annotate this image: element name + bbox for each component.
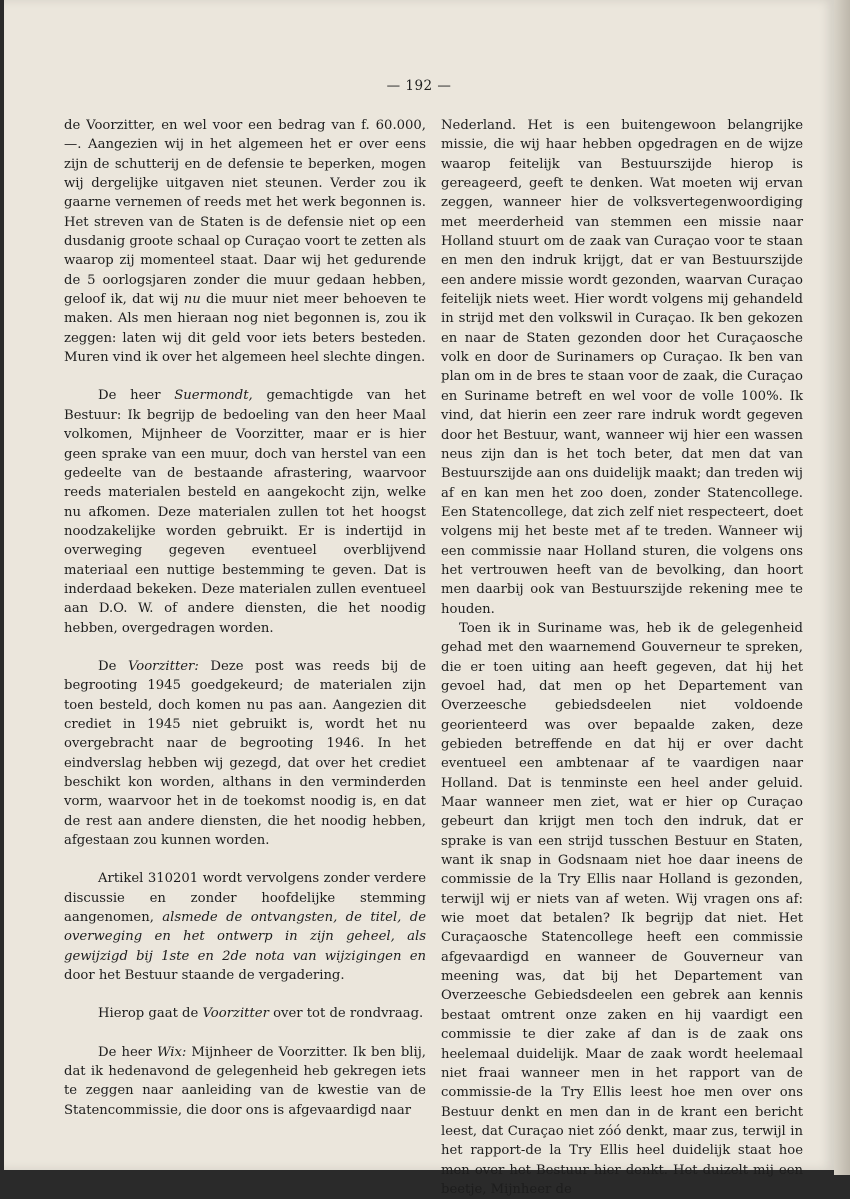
emphasis-text: alsmede de ontvangsten, de titel, de overweging en het ontwerp in zijn geheel, als gewijzigd bij 1ste en 2de nota van wijzigingen en <box>64 910 426 964</box>
page-edge <box>834 0 850 1175</box>
paragraph <box>64 657 426 850</box>
right-column <box>441 116 803 1199</box>
paragraph-text: De <box>98 658 128 674</box>
speaker-name: Wix: <box>156 1044 187 1060</box>
speaker-name: Voorzitter <box>202 1006 269 1022</box>
paragraph-text: Mijnheer de Voorzitter. Ik ben blij, dat ik hedenavond de gelegenheid heb gekregen iets te zeggen naar aanleiding van de kwestie van de Statencommissie, die door ons is afgevaardigd naar <box>64 1044 426 1118</box>
paragraph-text: over tot de rondvraag. <box>268 1006 424 1022</box>
paragraph-text: die muur niet meer behoeven te maken. Als men hieraan nog niet begonnen is, zou ik zeggen: laten wij dit geld voor iets beters besteden. Muren vind ik over het algemeen heel slechte dingen. <box>64 292 426 366</box>
emphasis-text: nu <box>183 292 201 308</box>
paragraph-text: Artikel 310201 wordt vervolgens zonder verdere discussie en zonder hoofdelijke stemming aangenomen, <box>64 871 426 926</box>
paragraph-text: Deze post was reeds bij de begrooting 1945 goedgekeurd; de materialen zijn toen besteld, doch komen nu pas aan. Aangezien dit crediet in 1945 niet gebruikt is, wordt het nu overgebracht naar de begrooting 1946. In het eindverslag hebben wij gezegd, dat over het crediet beschikt kon worden, althans in den verminderden vorm, waarvoor het in de toekomst noodig is, en dat de rest aan andere diensten, die het noodig hebben, afgestaan zou kunnen worden. <box>64 658 426 849</box>
left-column <box>64 116 426 1120</box>
speaker-name: Voorzitter: <box>127 658 199 674</box>
page-number: — 192 — <box>386 78 452 94</box>
paragraph <box>64 386 426 637</box>
paragraph <box>64 116 426 367</box>
paragraph-text: De heer <box>98 1044 157 1060</box>
paragraph-text: De heer <box>98 388 175 404</box>
document-page <box>4 0 834 1197</box>
paragraph <box>64 869 426 985</box>
speaker-name: Suermondt, <box>174 388 253 404</box>
paragraph: Toen ik in Suriname was, heb ik de gelegenheid gehad met den waarnemend Gouverneur te spreken, die er toen uiting aan heeft gegeven, dat hij het gevoel had, dat men op het Departement van Overzeesche gebiedsdeelen niet voldoende georienteerd was over bepaalde zaken, deze gebieden betreffende en dat hij er over dacht eventueel een ambtenaar af te vaardigen naar Holland. Dat is tenminste een heel ander geluid. Maar wanneer men ziet, wat er hier op Curaçao gebeurt dan krijgt men toch den indruk, dat er sprake is van een strijd tusschen Bestuur en Staten, want ik snap in Godsnaam niet hoe daar ineens de commissie de la Try Ellis naar Holland is gezonden, terwijl wij er niets van af weten. Wij vragen ons af: wie moet dat betalen? Ik begrijp dat niet. Het Curaçaosche Statencollege heeft een commissie afgevaardigd en wanneer de Gouverneur van meening was, dat bij het Departement van Overzeesche Gebiedsdeelen een gebrek aan kennis bestaat omtrent onze zaken en hij vaardigt een commissie te dier zake af dan is de zaak ons heelemaal duidelijk. Maar de zaak wordt heelemaal niet fraai wanneer men in het rapport van de commissie-de la Try Ellis leest hoe men over ons Bestuur denkt en men dan in de krant een bericht leest, dat Curaçao niet zóó denkt, maar zus, terwijl in het rapport-de la Try Ellis heel duidelijk staat hoe men over het Bestuur hier denkt. Het duizelt mij een beetje, Mijnheer de <box>441 620 803 1197</box>
paragraph-text: gemachtigde van het Bestuur: Ik begrijp de bedoeling van den heer Maal volkomen, Mijnheer de Voorzitter, maar er is hier geen sprake van een muur, doch van herstel van een gedeelte van de bestaande afrastering, waarvoor reeds materialen besteld en aangekocht zijn, welke nu afkomen. Deze materialen zullen tot het hoogst noodzakelijke worden gebruikt. Er is indertijd in overweging gegeven eventueel overblijvend materiaal een nuttige bestemming te geven. Dat is inderdaad bekeken. Deze materialen zullen eventueel aan D.O. W. of andere diensten, die het noodig hebben, overgedragen worden. <box>64 388 426 636</box>
paragraph: Nederland. Het is een buitengewoon belangrijke missie, die wij haar hebben opgedragen en de wijze waarop feitelijk van Bestuurszijde hierop is gereageerd, geeft te denken. Wat moeten wij ervan zeggen, wanneer hier de volksvertegenwoordiging met meerderheid van stemmen een missie naar Holland stuurt om de zaak van Curaçao voor te staan en men den indruk krijgt, dat er van Bestuurszijde een andere missie wordt gezonden, waarvan Curaçao feitelijk niets weet. Hier wordt volgens mij gehandeld in strijd met den volkswil in Curaçao. Ik ben gekozen en naar de Staten gezonden door het Curaçaosche volk en door de Surinamers op Curaçao. Ik ben van plan om in de bres te staan voor de zaak, die Curaçao en Suriname betreft en wel voor de volle 100%. Ik vind, dat hierin een zeer rare indruk wordt gegeven door het Bestuur, want, wanneer wij hier een wassen neus zijn dan is het toch beter, dat men dat van Bestuurszijde aan ons duidelijk maakt; dan treden wij af en kan men het zoo doen, zonder Statencollege. Een Statencollege, dat zich zelf niet respecteert, doet volgens mij het beste met af te treden. Wanneer wij een commissie naar Holland sturen, die volgens ons het vertrouwen heeft van de bevolking, dan hoort men daarbij ook van Bestuurszijde rekening mee te houden. <box>441 118 803 617</box>
paragraph <box>64 1004 426 1023</box>
paragraph <box>64 1043 426 1120</box>
paragraph-text: door het Bestuur staande de vergadering. <box>64 968 345 984</box>
paragraph-text: Hierop gaat de <box>98 1006 203 1022</box>
paragraph-text: de Voorzitter, en wel voor een bedrag van f. 60.000,—. Aangezien wij in het algemeen het er over eens zijn de schutterij en de defensie te beperken, mogen wij dergelijke uitgaven niet steunen. Verder zou ik gaarne vernemen of reeds met het werk begonnen is. Het streven van de Staten is de defensie niet op een dusdanig groote schaal op Curaçao voort te zetten als waarop zij momenteel staat. Daar wij het gedurende de 5 oorlogsjaren zonder die muur gedaan hebben, geloof ik, dat wij <box>64 118 426 308</box>
